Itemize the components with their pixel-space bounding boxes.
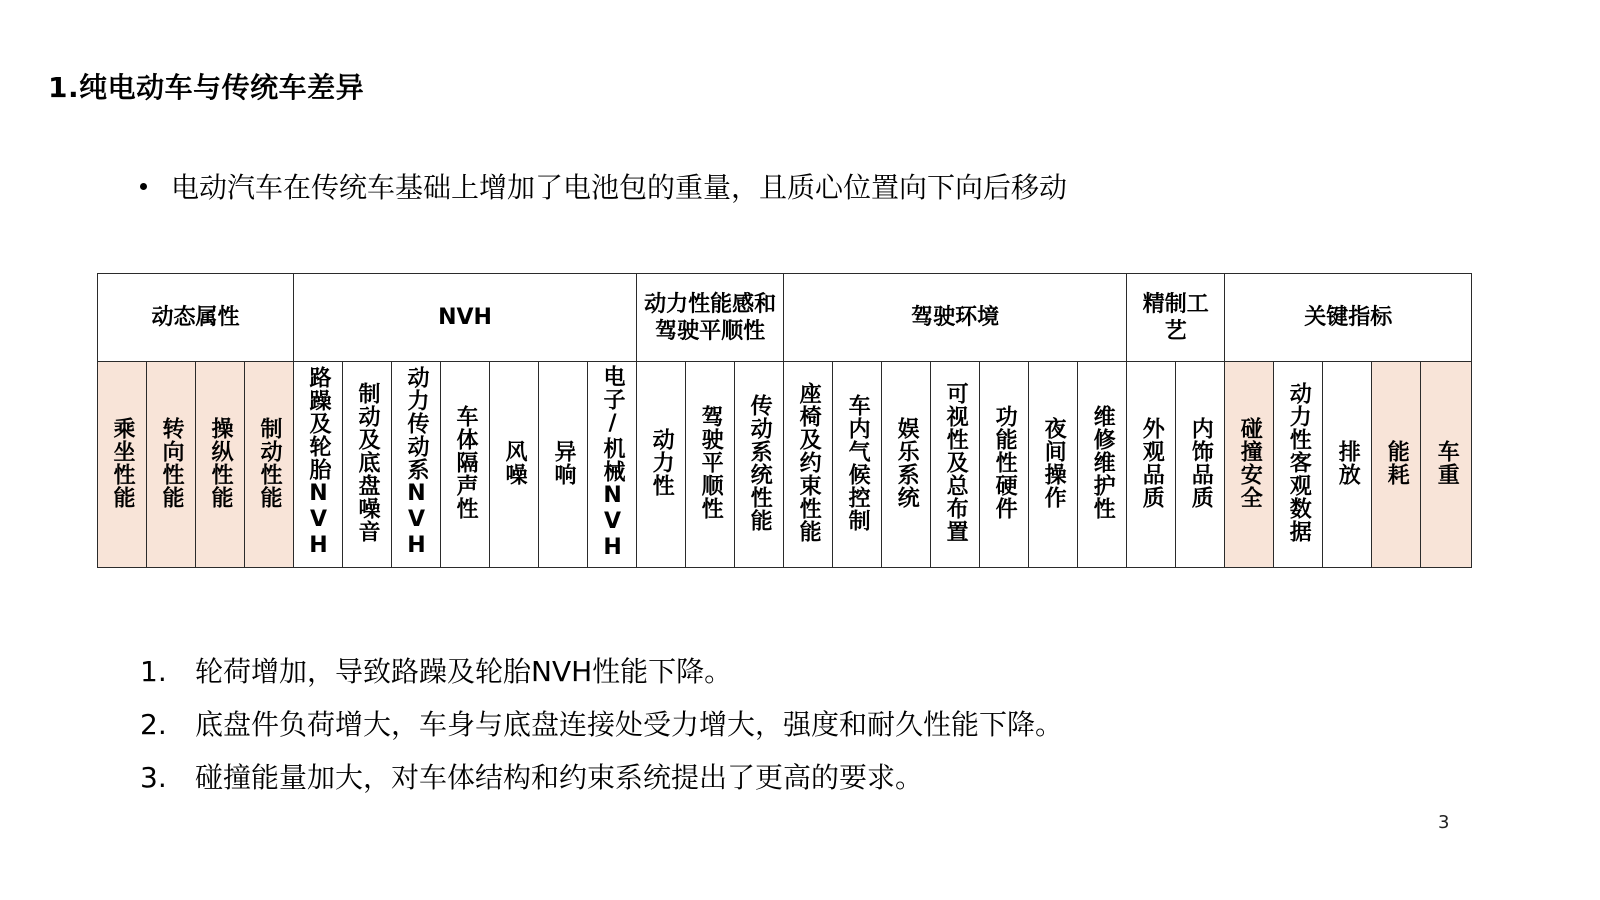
attribute-label: 外观品质 — [1139, 416, 1165, 509]
attribute-label: 功能性硬件 — [992, 405, 1018, 520]
attribute-label: 内饰品质 — [1188, 416, 1214, 509]
attribute-label: 夜间操作 — [1041, 416, 1067, 509]
list-item — [140, 756, 923, 796]
slide-title: 1.纯电动车与传统车差异 — [48, 71, 365, 104]
attribute-label: 转向性能 — [159, 416, 184, 509]
attribute-label: 排放 — [1335, 439, 1361, 486]
attribute-label: 维修维护性 — [1090, 405, 1116, 520]
attribute-cell — [1274, 362, 1323, 568]
attribute-cell — [490, 362, 539, 568]
attribute-cell — [784, 362, 833, 568]
list-item — [140, 650, 732, 690]
table-group-row — [98, 274, 1472, 362]
attribute-cell — [588, 362, 637, 568]
attribute-cell — [1127, 362, 1176, 568]
attribute-label: 车体隔声性 — [453, 405, 479, 520]
attribute-cell — [735, 362, 784, 568]
attribute-cell — [539, 362, 588, 568]
table-attribute-row — [98, 362, 1472, 568]
list-item-text: 底盘件负荷增大，车身与底盘连接处受力增大，强度和耐久性能下降。 — [195, 708, 1064, 741]
attribute-cell — [1078, 362, 1127, 568]
list-item-number: 2. — [140, 708, 167, 741]
attribute-cell — [980, 362, 1029, 568]
attribute-label: 路躁及轮胎NVH — [306, 366, 332, 559]
attribute-cell — [294, 362, 343, 568]
attribute-cell — [637, 362, 686, 568]
attribute-label: 乘坐性能 — [110, 416, 135, 509]
attribute-cell — [1323, 362, 1372, 568]
group-header-driving-environment: 驾驶环境 — [784, 274, 1127, 362]
attribute-cell — [1372, 362, 1421, 568]
bullet-item — [140, 166, 1067, 206]
attribute-label: 碰撞安全 — [1237, 416, 1263, 509]
list-item-number: 1. — [140, 655, 167, 688]
attribute-cell — [1029, 362, 1078, 568]
attribute-label: 制动及底盘噪音 — [355, 382, 381, 543]
attribute-label: 动力传动系NVH — [404, 366, 430, 559]
list-item-number: 3. — [140, 761, 167, 794]
attribute-table — [97, 273, 1472, 568]
attribute-label: 可视性及总布置 — [943, 382, 969, 543]
attribute-cell — [931, 362, 980, 568]
attribute-label: 风噪 — [502, 439, 528, 486]
attribute-label: 动力性客观数据 — [1286, 382, 1312, 543]
bullet-text: 电动汽车在传统车基础上增加了电池包的重量，且质心位置向下向后移动 — [171, 171, 1068, 204]
attribute-cell — [833, 362, 882, 568]
attribute-cell — [147, 362, 196, 568]
attribute-cell — [392, 362, 441, 568]
attribute-label: 传动系统性能 — [747, 393, 773, 532]
list-item-text: 轮荷增加，导致路躁及轮胎NVH性能下降。 — [195, 655, 733, 688]
attribute-label: 驾驶平顺性 — [698, 405, 724, 520]
group-header-craftsmanship: 精制工艺 — [1127, 274, 1225, 362]
attribute-cell — [196, 362, 245, 568]
group-header-nvh: NVH — [294, 274, 637, 362]
list-item-text: 碰撞能量加大，对车体结构和约束系统提出了更高的要求。 — [195, 761, 924, 794]
group-header-performance-ride: 动力性能感和驾驶平顺性 — [637, 274, 784, 362]
attribute-label: 车重 — [1434, 439, 1460, 486]
attribute-label: 操纵性能 — [208, 416, 233, 509]
attribute-label: 动力性 — [649, 428, 675, 497]
attribute-cell — [882, 362, 931, 568]
attribute-cell — [245, 362, 294, 568]
group-header-key-metrics: 关键指标 — [1225, 274, 1472, 362]
attribute-label: 能耗 — [1384, 439, 1410, 486]
attribute-label: 制动性能 — [257, 416, 282, 509]
bullet-dot-icon — [140, 183, 147, 190]
attribute-label: 异响 — [551, 439, 577, 486]
attribute-cell — [343, 362, 392, 568]
page-number: 3 — [1438, 812, 1450, 833]
attribute-cell — [1225, 362, 1274, 568]
group-header-dynamics: 动态属性 — [98, 274, 294, 362]
attribute-label: 车内气候控制 — [845, 393, 871, 532]
attribute-cell — [686, 362, 735, 568]
attribute-label: 娱乐系统 — [894, 416, 920, 509]
attribute-label: 座椅及约束性能 — [796, 382, 822, 543]
list-item — [140, 703, 1063, 743]
attribute-cell — [441, 362, 490, 568]
attribute-label: 电子/机械NVH — [600, 364, 626, 561]
attribute-cell — [1421, 362, 1472, 568]
attribute-cell — [98, 362, 147, 568]
attribute-cell — [1176, 362, 1225, 568]
